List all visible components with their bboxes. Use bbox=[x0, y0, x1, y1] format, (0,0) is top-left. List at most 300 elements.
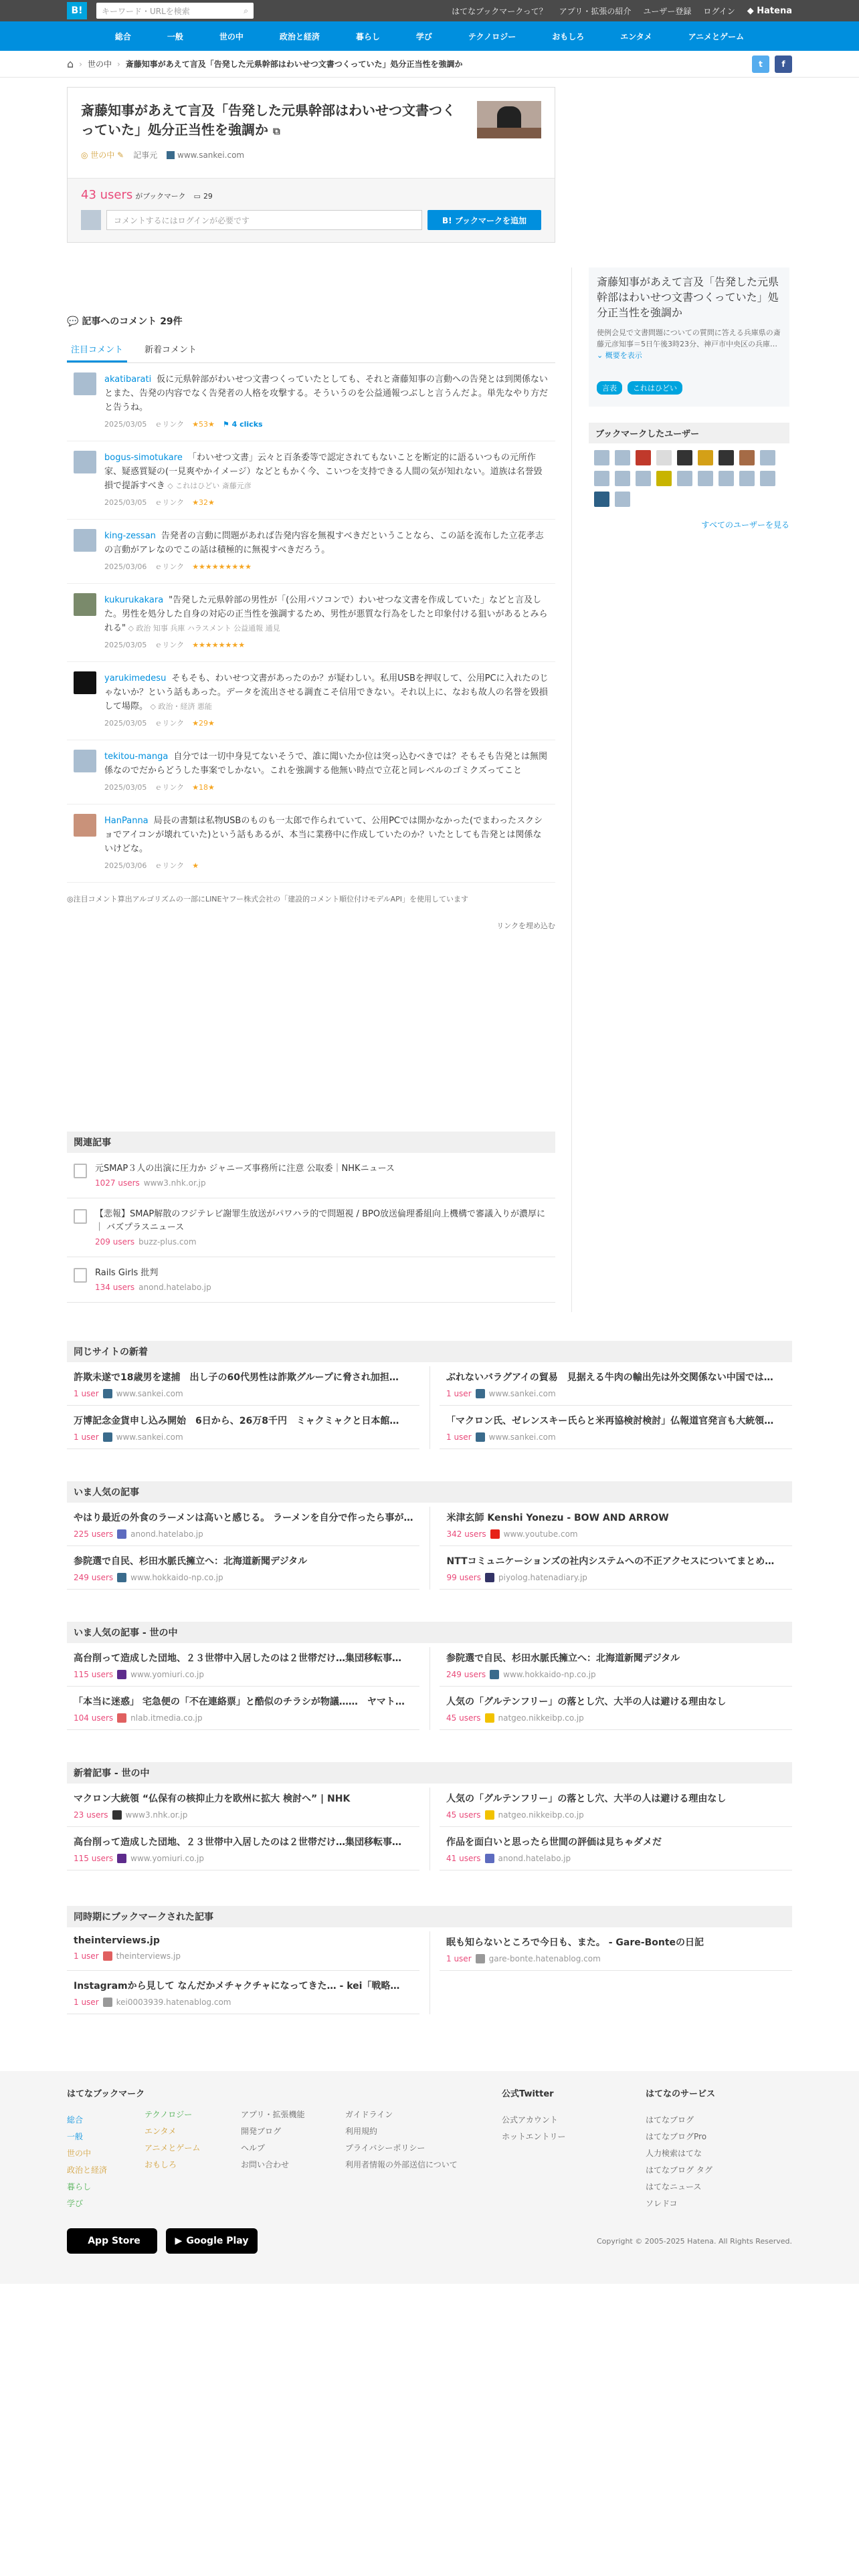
article-title[interactable]: 高台削って造成した団地、２３世帯中入居したのは２世帯だけ…集団移転事… bbox=[74, 1653, 401, 1664]
site-favicon bbox=[485, 1713, 494, 1723]
article-users[interactable]: 115 users bbox=[74, 1854, 114, 1863]
article-host: www.hokkaido-np.co.jp bbox=[130, 1573, 223, 1582]
article-meta bbox=[74, 1951, 413, 1961]
article-title[interactable]: 人気の「グルテンフリー」の落とし穴、大半の人は避ける理由なし bbox=[446, 1794, 727, 1804]
comment-text: 告発者の言動に問題があれば告発内容を無視すべきだということなら、この話を流布した立花孝志の言動がアレなのでこの話は積極的に無視すべきだろう。 bbox=[104, 531, 544, 555]
tag-item[interactable]: これはひどい bbox=[628, 381, 682, 395]
source[interactable] bbox=[167, 150, 244, 160]
comment-user[interactable]: akatibarati bbox=[104, 374, 152, 385]
user-avatar[interactable] bbox=[615, 492, 630, 507]
summary-text bbox=[597, 327, 781, 361]
related-body bbox=[95, 1162, 395, 1188]
article-title[interactable]: 眠も知らないところで今日も、また。 - Gare-Bonteの日記 bbox=[446, 1937, 704, 1948]
article-users[interactable]: 41 users bbox=[446, 1854, 481, 1863]
footer-link[interactable]: 暮らし bbox=[67, 2182, 92, 2191]
footer-link[interactable]: 一般 bbox=[67, 2132, 84, 2141]
comment-tags: ◇ これはひどい 斎藤元彦 bbox=[165, 481, 252, 490]
footer-link[interactable]: お問い合わせ bbox=[241, 2160, 290, 2169]
breadcrumb-category[interactable]: 世の中 bbox=[87, 60, 112, 69]
article-item[interactable] bbox=[440, 1827, 792, 1870]
category-item[interactable]: おもしろ bbox=[552, 31, 585, 41]
article-users[interactable]: 1 user bbox=[446, 1432, 472, 1442]
comment-user[interactable]: yarukimedesu bbox=[104, 673, 167, 683]
article-item[interactable] bbox=[67, 1927, 419, 1971]
footer-services-title: はてなのサービス bbox=[646, 2089, 716, 2099]
comment-item bbox=[67, 363, 555, 441]
article-item[interactable] bbox=[67, 1406, 419, 1449]
user-avatar[interactable] bbox=[656, 471, 672, 486]
entry-thumbnail[interactable] bbox=[477, 101, 541, 138]
section-title: 新着記事 - 世の中 bbox=[67, 1762, 792, 1784]
document-icon bbox=[74, 1164, 87, 1178]
comment-date[interactable]: 2025/03/05 bbox=[104, 783, 147, 792]
article-host: anond.hatelabo.jp bbox=[130, 1529, 203, 1539]
hatena-bookmark-logo[interactable]: B! bbox=[67, 2, 87, 19]
bookmark-box bbox=[68, 178, 555, 242]
article-users[interactable]: 45 users bbox=[446, 1810, 481, 1820]
article-item[interactable] bbox=[67, 1784, 419, 1827]
article-item[interactable] bbox=[440, 1927, 792, 1971]
embed-link[interactable]: リンクを埋め込む bbox=[496, 922, 555, 930]
related-body bbox=[95, 1267, 211, 1293]
related-title[interactable]: Rails Girls 批判 bbox=[95, 1268, 159, 1278]
related-title[interactable]: 【悲報】SMAP解散のフジテレビ謝罪生放送がパワハラ的で問題視 / BPO放送倫理番組向上機構で審議入りが濃厚に ｜ バズプラスニュース bbox=[95, 1209, 546, 1232]
comment-body bbox=[104, 451, 549, 510]
article-item[interactable] bbox=[440, 1546, 792, 1590]
footer-link[interactable]: 人力検索はてな bbox=[646, 2149, 702, 2158]
site-favicon bbox=[476, 1954, 485, 1963]
comment-tags: ◇ 政治 知事 兵庫 ハラスメント 公益通報 通見 bbox=[125, 624, 280, 633]
article-item[interactable] bbox=[440, 1406, 792, 1449]
commenter-avatar[interactable] bbox=[74, 750, 96, 772]
article-users[interactable]: 225 users bbox=[74, 1529, 114, 1539]
category-item[interactable]: 政治と経済 bbox=[279, 31, 320, 41]
article-users[interactable]: 23 users bbox=[74, 1810, 108, 1820]
article-title[interactable]: 「マクロン氏、ゼレンスキー氏らと米再協検討検討」仏報道官発言も大統領… bbox=[446, 1416, 774, 1426]
commenter-avatar[interactable] bbox=[74, 529, 96, 552]
footer-link[interactable]: はてなブログ タグ bbox=[646, 2165, 712, 2175]
section-block bbox=[67, 1622, 792, 1730]
comment-body bbox=[104, 529, 549, 574]
article-users[interactable]: 45 users bbox=[446, 1713, 481, 1723]
link-register[interactable]: ユーザー登録 bbox=[643, 6, 692, 16]
clicks-label: 4 clicks bbox=[231, 420, 263, 429]
comment-footer bbox=[104, 780, 549, 794]
copyright: Copyright © 2005-2025 Hatena. All Rights Reserved. bbox=[596, 2237, 792, 2246]
section-title: いま人気の記事 bbox=[67, 1481, 792, 1503]
article-item[interactable] bbox=[67, 1827, 419, 1870]
tab-new[interactable]: 新着コメント bbox=[145, 345, 197, 355]
article-meta bbox=[74, 1810, 413, 1820]
article-users[interactable]: 249 users bbox=[446, 1670, 486, 1679]
algorithm-notice: ◎注目コメント算出アルゴリズムの一部にLINEヤフー株式会社の「建設的コメント順位付けモデルAPI」を使用しています bbox=[67, 895, 469, 903]
facebook-icon[interactable]: f bbox=[775, 56, 792, 73]
comment-date[interactable]: 2025/03/05 bbox=[104, 641, 147, 649]
article-host: www.sankei.com bbox=[488, 1432, 556, 1442]
show-summary-label: 概要を表示 bbox=[605, 351, 642, 360]
category-nav bbox=[0, 21, 859, 51]
comment-body bbox=[104, 814, 549, 873]
related-articles bbox=[67, 1132, 555, 1303]
comment-date[interactable]: 2025/03/06 bbox=[104, 562, 147, 571]
related-host: www3.nhk.or.jp bbox=[143, 1178, 206, 1188]
comment-user[interactable]: HanPanna bbox=[104, 816, 149, 826]
article-users[interactable]: 104 users bbox=[74, 1713, 114, 1723]
related-users[interactable]: 1027 users bbox=[95, 1178, 140, 1188]
footer-link[interactable]: ソレドコ bbox=[646, 2199, 678, 2208]
article-item[interactable] bbox=[67, 1971, 419, 2014]
add-bookmark-button[interactable]: B! ブックマークを追加 bbox=[427, 210, 541, 230]
comment-user[interactable]: bogus-simotukare bbox=[104, 453, 183, 463]
article-title[interactable]: ぶれないバラグアイの貿易 見据える牛肉の輸出先は外交関係ない中国では… bbox=[446, 1372, 773, 1383]
comment-date[interactable]: 2025/03/05 bbox=[104, 420, 147, 429]
article-title[interactable]: theinterviews.jp bbox=[74, 1935, 160, 1946]
related-meta bbox=[95, 1237, 549, 1247]
article-item[interactable] bbox=[67, 1503, 419, 1546]
tab-popular[interactable]: 注目コメント bbox=[67, 338, 127, 362]
comment-body bbox=[104, 593, 549, 652]
article-title[interactable]: 「本当に迷惑」 宅急便の「不在連絡票」と酷似のチラシが物議…… ヤマト… bbox=[74, 1697, 405, 1707]
user-avatar[interactable] bbox=[636, 450, 651, 465]
footer-link[interactable]: はてなニュース bbox=[646, 2182, 702, 2191]
footer-link[interactable]: 利用者情報の外部送信について bbox=[345, 2160, 458, 2169]
article-meta bbox=[74, 1573, 413, 1582]
external-link-icon[interactable]: ⧉ bbox=[272, 125, 280, 137]
search-input[interactable] bbox=[96, 3, 254, 19]
footer-link[interactable]: 政治と経済 bbox=[67, 2165, 108, 2175]
article-host: www3.nhk.or.jp bbox=[125, 1810, 188, 1820]
footer-link[interactable]: 学び bbox=[67, 2199, 84, 2208]
link-login[interactable]: ログイン bbox=[703, 6, 735, 16]
related-item[interactable] bbox=[67, 1198, 555, 1257]
user-avatar[interactable] bbox=[698, 471, 713, 486]
user-avatar[interactable] bbox=[739, 471, 755, 486]
comment-footer bbox=[104, 859, 549, 873]
footer-twitter-links bbox=[502, 2112, 566, 2145]
article-title[interactable]: 人気の「グルテンフリー」の落とし穴、大半の人は避ける理由なし bbox=[446, 1697, 727, 1707]
site-favicon bbox=[103, 1432, 112, 1442]
article-meta bbox=[446, 1573, 785, 1582]
source-label: 記事元 bbox=[133, 150, 158, 160]
article-host: theinterviews.jp bbox=[116, 1951, 181, 1961]
article-users[interactable]: 342 users bbox=[446, 1529, 486, 1539]
footer-col-bookmark bbox=[67, 2086, 145, 2212]
article-users[interactable]: 1 user bbox=[74, 1951, 99, 1961]
site-favicon bbox=[485, 1854, 494, 1863]
article-users[interactable]: 1 user bbox=[446, 1389, 472, 1398]
comment-link[interactable]: ｅリンク bbox=[155, 420, 185, 429]
social-share bbox=[752, 56, 792, 73]
app-store-badge[interactable] bbox=[67, 2228, 157, 2254]
hatena-label: Hatena bbox=[757, 5, 792, 16]
article-meta bbox=[446, 1432, 785, 1442]
article-title[interactable]: 参院選で自民、杉田水脈氏擁立へ：北海道新聞デジタル bbox=[446, 1653, 680, 1664]
comment-tags: ◇ 政治・経済 悪能 bbox=[148, 702, 212, 711]
comment-link[interactable]: ｅリンク bbox=[155, 783, 185, 792]
user-avatar[interactable] bbox=[677, 471, 692, 486]
comment-link[interactable]: ｅリンク bbox=[155, 861, 185, 870]
tag-list bbox=[597, 381, 781, 395]
category-item[interactable]: 暮らし bbox=[355, 31, 380, 41]
comment-text: そもそも、わいせつ文書があったのか？が疑わしい。私用USBを押収して、公用PCに入れたのじゃないか？という話もあった。データを流出させる調査こそ信用できない。それ以上に、なおも故人の名誉を毀損して場際。 bbox=[104, 673, 549, 712]
related-users[interactable]: 134 users bbox=[95, 1283, 135, 1292]
article-host: anond.hatelabo.jp bbox=[498, 1854, 571, 1863]
all-users-link[interactable]: すべてのユーザーを見る bbox=[701, 520, 789, 530]
article-meta bbox=[446, 1670, 785, 1679]
article-host: kei0003939.hatenablog.com bbox=[116, 1998, 231, 2007]
user-avatar[interactable] bbox=[719, 471, 734, 486]
commenter-avatar[interactable] bbox=[74, 671, 96, 694]
footer-link[interactable]: テクノロジー bbox=[145, 2110, 193, 2119]
comment-date[interactable]: 2025/03/05 bbox=[104, 719, 147, 728]
comment-body bbox=[104, 671, 549, 730]
article-item[interactable] bbox=[440, 1687, 792, 1730]
article-meta bbox=[74, 1389, 413, 1398]
link-about[interactable]: はてなブックマークって？ bbox=[452, 6, 547, 16]
twitter-icon[interactable]: t bbox=[752, 56, 769, 73]
article-item[interactable] bbox=[440, 1503, 792, 1546]
article-item[interactable] bbox=[440, 1643, 792, 1687]
article-host: piyolog.hatenadiary.jp bbox=[498, 1573, 587, 1582]
footer-link[interactable]: 総合 bbox=[67, 2115, 84, 2125]
comment-tags-text: 政治 知事 兵庫 ハラスメント 公益通報 通見 bbox=[136, 624, 280, 633]
section-block bbox=[67, 1906, 792, 2014]
comment-stars[interactable]: ★ bbox=[192, 861, 199, 870]
article-meta bbox=[446, 1713, 785, 1723]
article-title[interactable]: 参院選で自民、杉田水脈氏擁立へ：北海道新聞デジタル bbox=[74, 1556, 308, 1567]
article-title[interactable]: 作品を面白いと思ったら世間の評価は見ちゃダメだ bbox=[446, 1837, 662, 1848]
article-item[interactable] bbox=[67, 1643, 419, 1687]
footer-link[interactable]: 公式アカウント bbox=[502, 2115, 558, 2125]
comment-count[interactable]: 29 bbox=[203, 192, 213, 201]
article-users[interactable]: 1 user bbox=[446, 1954, 472, 1963]
footer-link[interactable]: アプリ・拡張機能 bbox=[241, 2110, 305, 2119]
category-item[interactable]: 総合 bbox=[114, 31, 131, 41]
sidebar bbox=[589, 267, 789, 530]
users-suffix: がブックマーク bbox=[135, 192, 186, 201]
article-users[interactable]: 1 user bbox=[74, 1432, 99, 1442]
top-links bbox=[452, 5, 792, 17]
comment-text: 局長の書類は私物USBのものも一太郎で作られていて、公用PCでは開かなかった(でまわったスクショでアイコンが壊れていた)という話もあるが、本当に業務中に作成していたのか？いたとしても告発とは関係ないけどな。 bbox=[104, 816, 543, 854]
footer-links-c bbox=[241, 2107, 305, 2173]
site-favicon bbox=[103, 1389, 112, 1398]
category-item[interactable]: アニメとゲーム bbox=[688, 31, 745, 41]
article-item[interactable] bbox=[67, 1546, 419, 1590]
entry-meta bbox=[81, 149, 541, 160]
comment-date[interactable]: 2025/03/05 bbox=[104, 498, 147, 507]
footer-link[interactable]: ヘルプ bbox=[241, 2143, 266, 2153]
source-host: www.sankei.com bbox=[177, 150, 245, 160]
article-host: www.yomiuri.co.jp bbox=[130, 1670, 204, 1679]
footer-link[interactable]: 世の中 bbox=[67, 2149, 92, 2158]
comment-footer bbox=[104, 716, 549, 730]
comment-stars[interactable]: ★★★★★★★★ bbox=[192, 641, 246, 649]
article-item[interactable] bbox=[440, 1784, 792, 1827]
comment-icon: ▭ bbox=[193, 192, 201, 201]
article-title[interactable]: Instagramから見して なんだかメチャクチャになってきた… - kei「戦略… bbox=[74, 1981, 400, 1992]
link-apps[interactable]: アプリ・拡張の紹介 bbox=[559, 6, 632, 16]
user-avatar[interactable] bbox=[698, 450, 713, 465]
comment-stars[interactable]: ★53★ bbox=[192, 420, 215, 429]
user-avatar[interactable] bbox=[636, 471, 651, 486]
footer-link[interactable]: 利用規約 bbox=[345, 2127, 378, 2136]
section-title: 同じサイトの新着 bbox=[67, 1341, 792, 1362]
search-icon[interactable]: ⌕ bbox=[244, 5, 248, 15]
article-item[interactable] bbox=[67, 1687, 419, 1730]
article-meta bbox=[74, 1854, 413, 1863]
commenter-avatar[interactable] bbox=[74, 814, 96, 837]
footer-categories-a bbox=[67, 2112, 145, 2212]
comment-stars[interactable]: ★18★ bbox=[192, 783, 215, 792]
site-favicon bbox=[476, 1432, 485, 1442]
comment-item bbox=[67, 584, 555, 662]
category-item[interactable]: エンタメ bbox=[620, 31, 652, 41]
article-title[interactable]: 高台削って造成した団地、２３世帯中入居したのは２世帯だけ…集団移転事… bbox=[74, 1837, 401, 1848]
article-users[interactable]: 1 user bbox=[74, 1998, 99, 2007]
category-item[interactable]: 一般 bbox=[167, 31, 183, 41]
footer-link[interactable]: はてなブログPro bbox=[646, 2132, 707, 2141]
entry-category[interactable]: ◎ 世の中 ✎ bbox=[81, 150, 124, 160]
article-meta bbox=[74, 1713, 413, 1723]
user-avatar[interactable] bbox=[615, 471, 630, 486]
article-users[interactable]: 99 users bbox=[446, 1573, 481, 1582]
user-avatar[interactable] bbox=[656, 450, 672, 465]
google-play-badge[interactable] bbox=[166, 2228, 258, 2254]
footer-link[interactable]: プライバシーポリシー bbox=[345, 2143, 425, 2153]
comment-link[interactable]: ｅリンク bbox=[155, 719, 185, 728]
comments-title: 記事へのコメント bbox=[82, 316, 157, 327]
comment-item bbox=[67, 441, 555, 520]
article-users[interactable]: 1 user bbox=[74, 1389, 99, 1398]
site-favicon bbox=[117, 1670, 126, 1679]
breadcrumb-separator: › bbox=[79, 59, 82, 69]
category-item[interactable]: 学び bbox=[415, 31, 432, 41]
user-avatar[interactable] bbox=[760, 471, 775, 486]
user-avatar[interactable] bbox=[594, 492, 609, 507]
article-meta bbox=[74, 1998, 413, 2007]
breadcrumb-title: 斎藤知事があえて言及「告発した元県幹部はわいせつ文書つくっていた」処分正当性を強調か bbox=[125, 60, 463, 69]
footer-link[interactable]: エンタメ bbox=[145, 2127, 177, 2136]
entry-title[interactable] bbox=[81, 101, 456, 141]
comment-text: 自分では一切中身見てないそうで、誰に聞いたか位は突っ込むべきでは？そもそも告発とは無関係なのでだからどうした事案でしかない。これを強調する他無い時点で立花と同レベルのゴミクズってこと bbox=[104, 752, 548, 776]
user-avatar[interactable] bbox=[677, 450, 692, 465]
related-item[interactable] bbox=[67, 1153, 555, 1198]
footer-link[interactable]: ホットエントリー bbox=[502, 2132, 566, 2141]
comment-footer bbox=[104, 638, 549, 652]
article-meta bbox=[74, 1529, 413, 1539]
show-summary-link[interactable]: ⌄ 概要を表示 bbox=[597, 351, 642, 360]
article-title[interactable]: NTTコミュニケーションズの社内システムへの不正アクセスについてまとめ… bbox=[446, 1556, 775, 1567]
sankei-favicon bbox=[167, 151, 175, 159]
article-users[interactable]: 249 users bbox=[74, 1573, 114, 1582]
article-title[interactable]: 万博記念金貨申し込み開始 6日から、26万8千円 ミャクミャクと日本館… bbox=[74, 1416, 399, 1426]
section-block bbox=[67, 1341, 792, 1449]
comment-item bbox=[67, 740, 555, 804]
search-placeholder: キーワード・URLを検索 bbox=[102, 6, 190, 16]
related-meta bbox=[95, 1178, 395, 1188]
article-title[interactable]: 許欺未遂で18歳男を逮捕 出し子の60代男性は詐欺グループに脅され加担… bbox=[74, 1372, 399, 1383]
comment-stars[interactable]: ★★★★★★★★★ bbox=[192, 562, 252, 571]
summary-box bbox=[589, 267, 789, 407]
user-avatar[interactable] bbox=[594, 450, 609, 465]
related-title[interactable]: 元SMAP３人の出演に圧力か ジャニーズ事務所に注意 公取委｜NHKニュース bbox=[95, 1164, 395, 1174]
category-item[interactable]: テクノロジー bbox=[468, 31, 516, 41]
comment-text: "告発した元県幹部の男性が「(公用パソコンで）わいせつな文書を作成していた」などと言及した。男性を処分した自身の対応の正当性を強調するため、男性が悪質な行為をしたと印象付ける狙いがあるとみられる" bbox=[104, 595, 548, 633]
article-host: www.sankei.com bbox=[488, 1389, 556, 1398]
article-meta bbox=[446, 1810, 785, 1820]
footer-twitter-title: 公式Twitter bbox=[502, 2089, 554, 2099]
comments-count: 29件 bbox=[160, 316, 183, 327]
comment-user[interactable]: king-zessan bbox=[104, 531, 156, 541]
comment-user[interactable]: tekitou-manga bbox=[104, 752, 169, 762]
user-avatar[interactable] bbox=[719, 450, 734, 465]
comment-body bbox=[104, 750, 549, 794]
related-title: 関連記事 bbox=[67, 1132, 555, 1153]
comment-stars[interactable]: ★29★ bbox=[192, 719, 215, 728]
bookmark-users-grid bbox=[589, 443, 789, 507]
article-title[interactable]: 米津玄師 Kenshi Yonezu - BOW AND ARROW bbox=[446, 1513, 669, 1523]
comment-link[interactable]: ｅリンク bbox=[155, 562, 185, 571]
category-item[interactable]: 世の中 bbox=[219, 31, 244, 41]
home-icon[interactable]: ⌂ bbox=[67, 58, 74, 70]
comment-link[interactable]: ｅリンク bbox=[155, 498, 185, 507]
footer-link[interactable]: はてなブログ bbox=[646, 2115, 694, 2125]
comment-link[interactable]: ｅリンク bbox=[155, 641, 185, 649]
footer-bookmark-title: はてなブックマーク bbox=[67, 2089, 145, 2099]
comment-date[interactable]: 2025/03/06 bbox=[104, 861, 147, 870]
related-item[interactable] bbox=[67, 1257, 555, 1303]
article-users[interactable]: 115 users bbox=[74, 1670, 114, 1679]
users-count[interactable]: 43 users bbox=[81, 188, 133, 202]
tag-item[interactable]: 言表 bbox=[597, 381, 622, 395]
app-store-label: App Store bbox=[88, 2236, 140, 2246]
comment-list bbox=[67, 363, 555, 883]
comments-heading bbox=[67, 314, 555, 328]
user-avatar[interactable] bbox=[594, 471, 609, 486]
footer-services-links bbox=[646, 2112, 715, 2212]
article-title[interactable]: マクロン大統領 “仏保有の核抑止力を欧州に拡大 検討へ” | NHK bbox=[74, 1794, 351, 1804]
comment-input[interactable]: コメントするにはログインが必要です bbox=[106, 210, 422, 230]
commenter-avatar[interactable] bbox=[74, 372, 96, 395]
edit-icon[interactable]: ✎ bbox=[117, 150, 124, 160]
comment-text: 「わいせつ文書」云々と百条委等で認定されてもないことを断定的に語るいつもの元所作家、疑惑質疑の(一見爽やかイメージ）などともかく今、こいつを支持できる人間の気が知れない。道族は名誉毀損で提訴すべき bbox=[104, 453, 543, 491]
user-avatar[interactable] bbox=[739, 450, 755, 465]
comment-tags-text: これはひどい 斎藤元彦 bbox=[175, 481, 252, 490]
commenter-avatar[interactable] bbox=[74, 451, 96, 473]
entry-category-label: 世の中 bbox=[90, 150, 115, 160]
related-users[interactable]: 209 users bbox=[95, 1237, 135, 1247]
article-item[interactable] bbox=[440, 1362, 792, 1406]
article-host: www.youtube.com bbox=[503, 1529, 578, 1539]
comment-clicks[interactable]: ⚑ 4 clicks bbox=[222, 420, 263, 429]
article-title[interactable]: やはり最近の外食のラーメンは高いと感じる。 ラーメンを自分で作ったら事が… bbox=[74, 1513, 413, 1523]
footer-link[interactable]: アニメとゲーム bbox=[145, 2143, 201, 2153]
user-avatar[interactable] bbox=[615, 450, 630, 465]
comment-user[interactable]: kukurukakara bbox=[104, 595, 164, 605]
footer-link[interactable]: 開発ブログ bbox=[241, 2127, 282, 2136]
site-favicon bbox=[117, 1573, 126, 1582]
hatena-logo[interactable]: ◆ Hatena bbox=[747, 5, 792, 16]
comments-section bbox=[67, 314, 555, 931]
footer-link[interactable]: ガイドライン bbox=[345, 2110, 393, 2119]
user-avatar[interactable] bbox=[760, 450, 775, 465]
article-item[interactable] bbox=[67, 1362, 419, 1406]
site-favicon bbox=[490, 1670, 499, 1679]
commenter-avatar[interactable] bbox=[74, 593, 96, 616]
comment-stars[interactable]: ★32★ bbox=[192, 498, 215, 507]
footer-link[interactable]: おもしろ bbox=[145, 2160, 177, 2169]
summary-body: 使例会見で文書問題についての質問に答える兵庫県の斎藤元彦知事＝5日午後3時23分、神戸市中央区の兵庫… bbox=[597, 328, 781, 348]
